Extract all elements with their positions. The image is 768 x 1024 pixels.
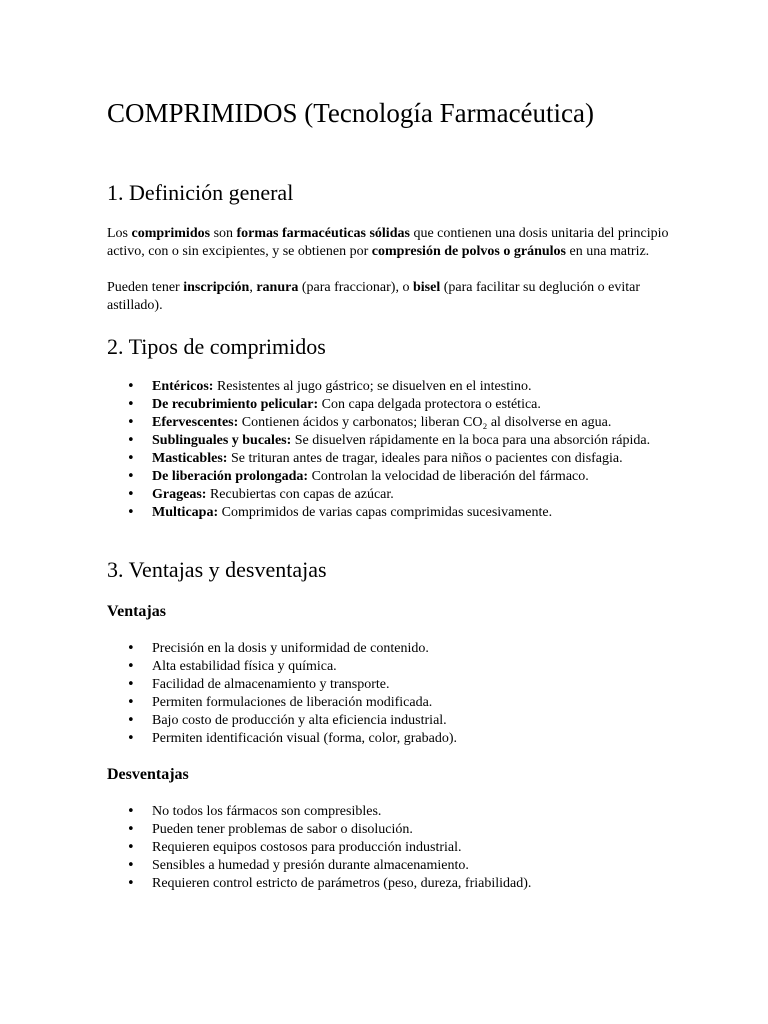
list-item xyxy=(107,486,687,504)
list-item xyxy=(107,378,687,396)
desventajas-list xyxy=(107,803,687,893)
item-term: Masticables: xyxy=(152,451,228,466)
item-term: Multicapa: xyxy=(152,505,219,520)
list-item: • Requieren control estricto de parámetros (peso, dureza, friabilidad). xyxy=(107,875,687,893)
bold-term: compresión de polvos o gránulos xyxy=(371,244,566,259)
document-title: COMPRIMIDOS (Tecnología Farmacéutica) xyxy=(107,98,595,128)
item-term: Grageas: xyxy=(152,487,207,502)
text-run: , xyxy=(249,280,257,295)
section-heading-ventajas-desventajas: 3. Ventajas y desventajas xyxy=(107,557,327,582)
definition-paragraph xyxy=(107,225,677,261)
text-run: Pueden tener xyxy=(107,280,184,295)
text-run: (para fraccionar), o xyxy=(298,280,413,295)
list-item: • Precisión en la dosis y uniformidad de contenido. xyxy=(107,640,687,658)
item-term: Efervescentes: xyxy=(152,415,239,430)
item-desc: Controlan la velocidad de liberación del fármaco. xyxy=(308,469,589,484)
item-term: Entéricos: xyxy=(152,379,214,394)
list-item xyxy=(107,414,687,432)
features-paragraph xyxy=(107,279,677,315)
list-item: • Sensibles a humedad y presión durante almacenamiento. xyxy=(107,857,687,875)
list-item xyxy=(107,432,687,450)
section-heading-definicion: 1. Definición general xyxy=(107,180,294,205)
list-item: • Permiten formulaciones de liberación modificada. xyxy=(107,694,687,712)
item-desc: Comprimidos de varias capas comprimidas sucesivamente. xyxy=(218,505,553,520)
list-item: • No todos los fármacos son compresibles. xyxy=(107,803,687,821)
item-term: De recubrimiento pelicular: xyxy=(152,397,319,412)
list-item: • Bajo costo de producción y alta eficiencia industrial. xyxy=(107,712,687,730)
tipos-list xyxy=(107,378,687,522)
list-item xyxy=(107,468,687,486)
item-desc: Contienen ácidos y carbonatos; liberan CO₂ al disolverse en agua. xyxy=(238,415,612,430)
document-page xyxy=(107,94,687,891)
list-item: • Pueden tener problemas de sabor o disolución. xyxy=(107,821,687,839)
text-run: Los xyxy=(107,226,132,241)
item-desc: Se trituran antes de tragar, ideales para niños o pacientes con disfagia. xyxy=(227,451,623,466)
list-item xyxy=(107,504,687,522)
list-item: • Facilidad de almacenamiento y transporte. xyxy=(107,676,687,694)
bold-term: ranura xyxy=(256,280,299,295)
item-desc: Recubiertas con capas de azúcar. xyxy=(206,487,394,502)
list-item xyxy=(107,396,687,414)
list-item: • Alta estabilidad física y química. xyxy=(107,658,687,676)
item-desc: Con capa delgada protectora o estética. xyxy=(318,397,541,412)
text-run: son xyxy=(210,226,237,241)
bold-term: inscripción xyxy=(183,280,250,295)
bold-term: comprimidos xyxy=(131,226,211,241)
ventajas-list xyxy=(107,640,687,748)
text-run: (para facilitar su deglución o evitar astillado). xyxy=(107,280,641,313)
text-run: en una matriz. xyxy=(565,244,650,259)
item-term: De liberación prolongada: xyxy=(152,469,309,484)
list-item: • Permiten identificación visual (forma, color, grabado). xyxy=(107,730,687,748)
text-run: que contienen una dosis unitaria del principio activo, con o sin excipientes, y se obtienen por xyxy=(107,226,669,259)
subheading-ventajas: Ventajas xyxy=(107,603,166,620)
list-item: • Requieren equipos costosos para producción industrial. xyxy=(107,839,687,857)
subheading-desventajas: Desventajas xyxy=(107,766,189,783)
bold-term: formas farmacéuticas sólidas xyxy=(236,226,410,241)
section-heading-tipos: 2. Tipos de comprimidos xyxy=(107,334,326,359)
bold-term: bisel xyxy=(412,280,441,295)
item-desc: Resistentes al jugo gástrico; se disuelven en el intestino. xyxy=(213,379,532,394)
item-desc: Se disuelven rápidamente en la boca para una absorción rápida. xyxy=(291,433,651,448)
list-item xyxy=(107,450,687,468)
item-term: Sublinguales y bucales: xyxy=(152,433,292,448)
